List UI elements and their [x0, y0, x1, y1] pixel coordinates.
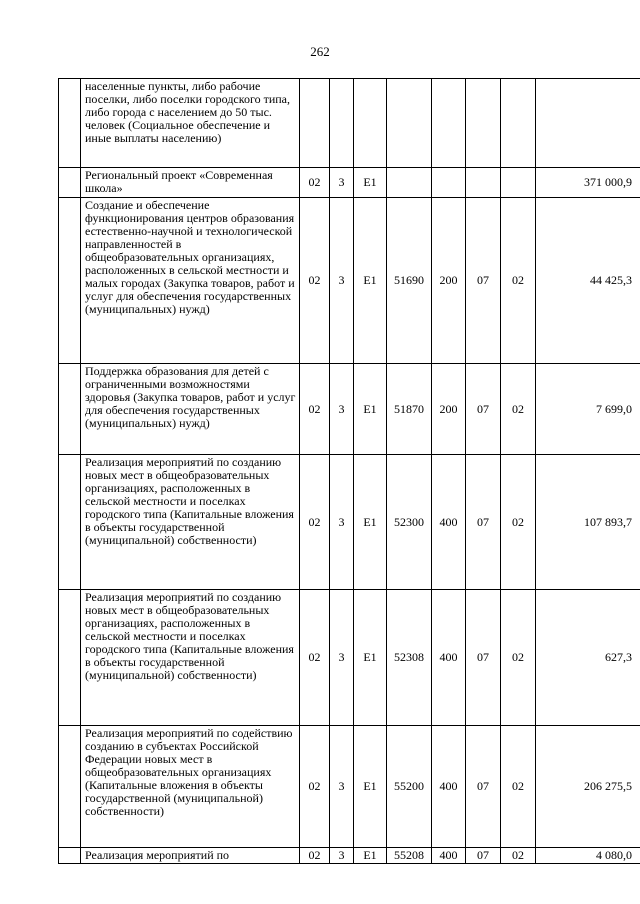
row-index-cell: [59, 455, 81, 590]
subprogram-code-cell: 3: [330, 364, 354, 455]
subprogram-code-cell: 3: [330, 848, 354, 864]
row-index-cell: [59, 590, 81, 726]
project-code-cell: E1: [354, 168, 387, 198]
table-row: [59, 455, 640, 590]
direction-code-cell: 51870: [387, 364, 432, 455]
subsection-code-cell: 02: [501, 198, 536, 364]
table-row: [59, 79, 640, 168]
section-code-cell: 07: [466, 848, 501, 864]
section-code-cell: [466, 168, 501, 198]
project-code-cell: E1: [354, 590, 387, 726]
project-code-cell: E1: [354, 198, 387, 364]
item-name-cell: Реализация мероприятий по созданию новых мест в общеобразовательных организациях, расположенных в сельской местности и поселках городского типа (Капитальные вложения в объекты государственной (муниципальной) собственности): [81, 590, 300, 726]
item-name-cell: Создание и обеспечение функционирования центров образования естественно-научной и технологической направленностей в общеобразовательных организациях, расположенных в сельской местности и малых городах (Закупка товаров, работ и услуг для обеспечения государственных (муниципальных) нужд): [81, 198, 300, 364]
expense-type-cell: [432, 79, 466, 168]
section-code-cell: [466, 79, 501, 168]
direction-code-cell: 55208: [387, 848, 432, 864]
subsection-code-cell: 02: [501, 455, 536, 590]
program-code-cell: [300, 79, 330, 168]
project-code-cell: E1: [354, 455, 387, 590]
item-name-cell: Региональный проект «Современная школа»: [81, 168, 300, 198]
row-index-cell: [59, 726, 81, 848]
table-row: [59, 168, 640, 198]
direction-code-cell: 51690: [387, 198, 432, 364]
row-index-cell: [59, 168, 81, 198]
program-code-cell: 02: [300, 198, 330, 364]
amount-cell: 107 893,7: [536, 455, 640, 590]
table-row: [59, 590, 640, 726]
table-row: [59, 726, 640, 848]
amount-cell: [536, 79, 640, 168]
subprogram-code-cell: 3: [330, 198, 354, 364]
table-row: [59, 198, 640, 364]
amount-cell: 4 080,0: [536, 848, 640, 864]
budget-table: [58, 78, 640, 864]
item-name-cell: Поддержка образования для детей с ограниченными возможностями здоровья (Закупка товаров, работ и услуг для обеспечения государственных (муниципальных) нужд): [81, 364, 300, 455]
section-code-cell: 07: [466, 198, 501, 364]
item-name-cell: Реализация мероприятий по созданию новых мест в общеобразовательных организациях, расположенных в сельской местности и поселках городского типа (Капитальные вложения в объекты государственной (муниципальной) собственности): [81, 455, 300, 590]
expense-type-cell: 400: [432, 726, 466, 848]
direction-code-cell: 55200: [387, 726, 432, 848]
expense-type-cell: 400: [432, 455, 466, 590]
row-index-cell: [59, 79, 81, 168]
project-code-cell: E1: [354, 726, 387, 848]
amount-cell: 44 425,3: [536, 198, 640, 364]
subsection-code-cell: 02: [501, 590, 536, 726]
subprogram-code-cell: 3: [330, 590, 354, 726]
subprogram-code-cell: 3: [330, 168, 354, 198]
subsection-code-cell: 02: [501, 848, 536, 864]
expense-type-cell: 200: [432, 198, 466, 364]
section-code-cell: 07: [466, 726, 501, 848]
program-code-cell: 02: [300, 848, 330, 864]
subprogram-code-cell: 3: [330, 726, 354, 848]
amount-cell: 371 000,9: [536, 168, 640, 198]
row-index-cell: [59, 364, 81, 455]
expense-type-cell: [432, 168, 466, 198]
subsection-code-cell: 02: [501, 364, 536, 455]
project-code-cell: [354, 79, 387, 168]
item-name-cell: Реализация мероприятий по: [81, 848, 300, 864]
direction-code-cell: 52308: [387, 590, 432, 726]
amount-cell: 7 699,0: [536, 364, 640, 455]
row-index-cell: [59, 848, 81, 864]
program-code-cell: 02: [300, 455, 330, 590]
subprogram-code-cell: 3: [330, 455, 354, 590]
program-code-cell: 02: [300, 726, 330, 848]
section-code-cell: 07: [466, 590, 501, 726]
table-row: [59, 364, 640, 455]
expense-type-cell: 400: [432, 590, 466, 726]
section-code-cell: 07: [466, 364, 501, 455]
table-row: [59, 848, 640, 864]
program-code-cell: 02: [300, 364, 330, 455]
direction-code-cell: 52300: [387, 455, 432, 590]
page-number: 262: [310, 44, 330, 59]
subsection-code-cell: [501, 168, 536, 198]
amount-cell: 627,3: [536, 590, 640, 726]
item-name-cell: Реализация мероприятий по содействию созданию в субъектах Российской Федерации новых мест в общеобразовательных организациях (Капитальные вложения в объекты государственной (муниципальной) собственности): [81, 726, 300, 848]
subsection-code-cell: [501, 79, 536, 168]
subsection-code-cell: 02: [501, 726, 536, 848]
item-name-cell: населенные пункты, либо рабочие поселки, либо поселки городского типа, либо города с населением до 50 тыс. человек (Социальное обеспечение и иные выплаты населению): [81, 79, 300, 168]
direction-code-cell: [387, 79, 432, 168]
project-code-cell: E1: [354, 364, 387, 455]
expense-type-cell: 200: [432, 364, 466, 455]
section-code-cell: 07: [466, 455, 501, 590]
expense-type-cell: 400: [432, 848, 466, 864]
row-index-cell: [59, 198, 81, 364]
direction-code-cell: [387, 168, 432, 198]
program-code-cell: 02: [300, 168, 330, 198]
program-code-cell: 02: [300, 590, 330, 726]
amount-cell: 206 275,5: [536, 726, 640, 848]
subprogram-code-cell: [330, 79, 354, 168]
project-code-cell: E1: [354, 848, 387, 864]
